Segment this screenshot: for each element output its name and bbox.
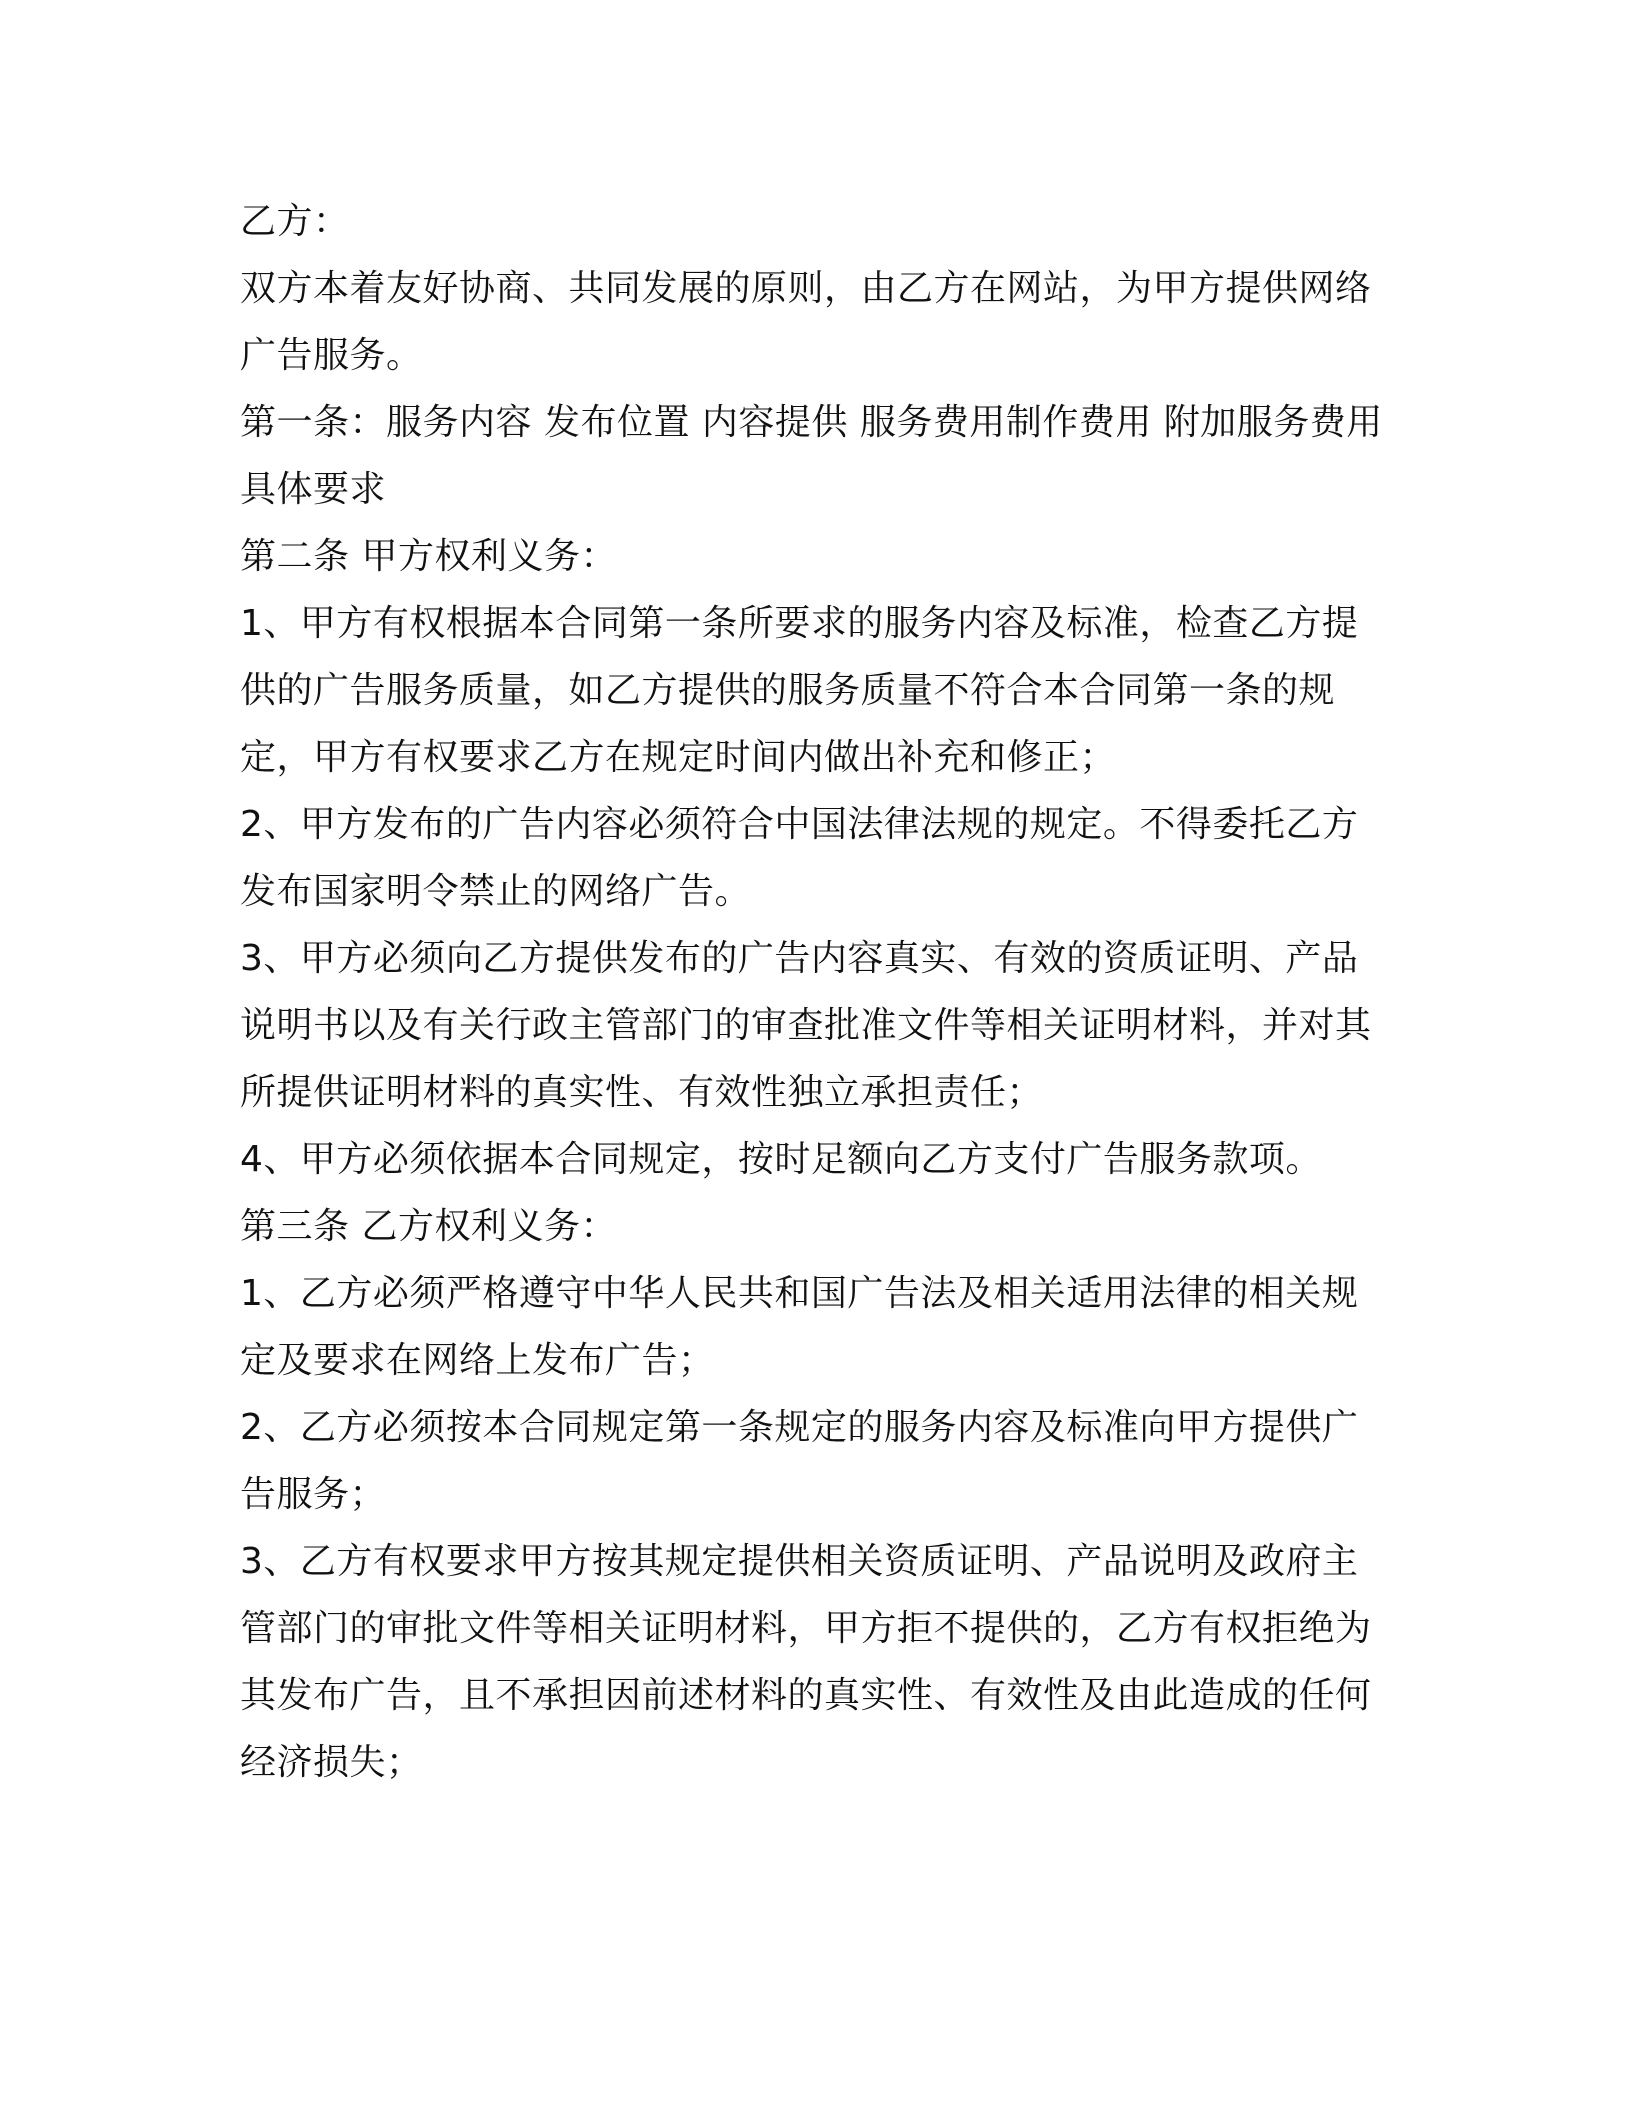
article-1: 第一条：服务内容 发布位置 内容提供 服务费用制作费用 附加服务费用 具体要求 xyxy=(240,402,1383,510)
contract-body xyxy=(240,188,1390,1796)
article-2-heading: 第二条 甲方权利义务： xyxy=(240,536,617,577)
intro-paragraph: 双方本着友好协商、共同发展的原则，由乙方在网站，为甲方提供网络广告服务。 xyxy=(240,268,1372,376)
article-3-clause-2: 2、乙方必须按本合同规定第一条规定的服务内容及标准向甲方提供广告服务； xyxy=(240,1407,1359,1515)
article-2-clause-1: 1、甲方有权根据本合同第一条所要求的服务内容及标准，检查乙方提供的广告服务质量，如乙方提供的服务质量不符合本合同第一条的规定，甲方有权要求乙方在规定时间内做出补充和修正； xyxy=(240,603,1359,778)
party-b-label: 乙方： xyxy=(240,201,350,242)
article-2-clause-3: 3、甲方必须向乙方提供发布的广告内容真实、有效的资质证明、产品说明书以及有关行政主管部门的审查批准文件等相关证明材料，并对其所提供证明材料的真实性、有效性独立承担责任； xyxy=(240,938,1372,1113)
article-2-clause-2: 2、甲方发布的广告内容必须符合中国法律法规的规定。不得委托乙方发布国家明令禁止的网络广告。 xyxy=(240,804,1359,912)
article-3-clause-1: 1、乙方必须严格遵守中华人民共和国广告法及相关适用法律的相关规定及要求在网络上发布广告； xyxy=(240,1273,1359,1381)
article-3-clause-3: 3、乙方有权要求甲方按其规定提供相关资质证明、产品说明及政府主管部门的审批文件等相关证明材料，甲方拒不提供的，乙方有权拒绝为其发布广告，且不承担因前述材料的真实性、有效性及由此造成的任何经济损失； xyxy=(240,1541,1372,1783)
article-2-clause-4: 4、甲方必须依据本合同规定，按时足额向乙方支付广告服务款项。 xyxy=(240,1139,1322,1180)
article-3-heading: 第三条 乙方权利义务： xyxy=(240,1206,617,1247)
